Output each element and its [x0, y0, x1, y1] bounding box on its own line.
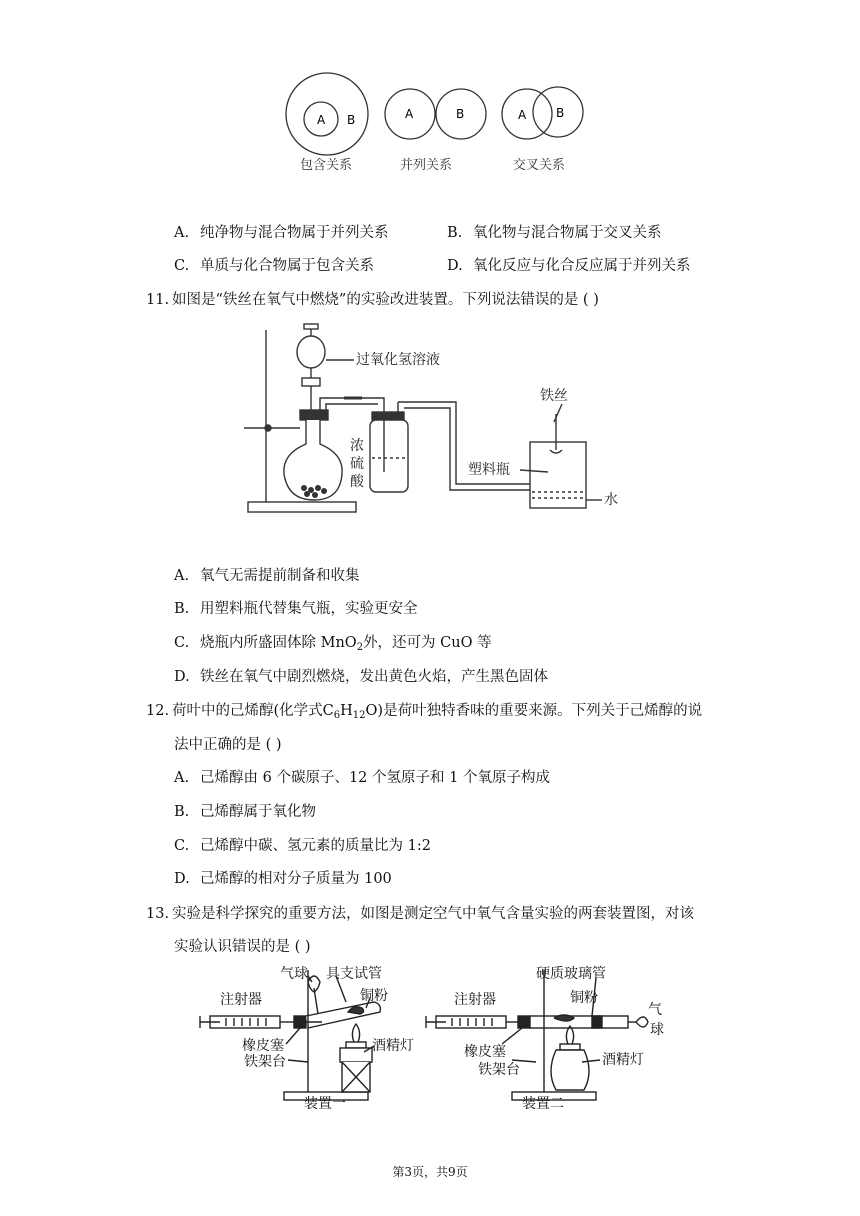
d1-label-balloon: 气球: [280, 966, 308, 982]
question-number: 12.: [146, 703, 170, 719]
venn-label-a: A: [518, 108, 527, 122]
question-text: 实验是科学探究的重要方法，如图是测定空气中氧气含量实验的两套装置图，对该: [172, 906, 694, 922]
q12-option-b: [174, 802, 316, 822]
label-conc-acid-2: 硫: [350, 456, 364, 472]
formula-h: H: [340, 703, 353, 719]
d2-label-tube: 硬质玻璃管: [536, 966, 606, 982]
d2-label-copper: 铜粉: [570, 990, 598, 1006]
venn-intersection: [502, 87, 583, 139]
q11-option-c: [174, 633, 492, 658]
option-letter: B.: [174, 804, 190, 820]
venn-caption-parallel: 并列关系: [400, 158, 453, 173]
page-footer: 第3页，共9页: [392, 1165, 468, 1179]
question-number: 11.: [146, 292, 170, 308]
subscript: 12: [352, 710, 366, 721]
q10-option-d: [447, 256, 691, 276]
venn-label-b: B: [347, 113, 356, 127]
d1-label-stopper: 橡皮塞: [242, 1038, 284, 1054]
q11-option-a: [174, 566, 360, 586]
venn-label-a: A: [405, 107, 414, 121]
option-letter: B.: [447, 225, 463, 241]
venn-label-b: B: [556, 106, 565, 120]
d2-label-stopper: 橡皮塞: [464, 1044, 506, 1060]
label-water: 水: [604, 492, 618, 508]
question-text-pre: 荷叶中的己烯醇(化学式C: [172, 703, 334, 719]
question-text: 如图是“铁丝在氧气中燃烧”的实验改进装置。下列说法错误的是 ( ): [172, 292, 599, 308]
question-number: 13.: [146, 906, 170, 922]
d2-label-stand: 铁架台: [478, 1062, 520, 1078]
label-plastic-bottle: 塑料瓶: [468, 462, 510, 478]
option-letter: C.: [174, 838, 190, 854]
option-text: 氧气无需提前制备和收集: [200, 568, 360, 584]
option-letter: A.: [174, 225, 190, 241]
option-text-post: 外，还可为 CuO 等: [363, 635, 492, 651]
label-conc-acid-1: 浓: [350, 438, 364, 454]
option-letter: B.: [174, 601, 190, 617]
venn-inclusion: [286, 73, 368, 155]
d2-label-balloon-2: 球: [650, 1022, 664, 1038]
air-oxygen-apparatus-figure: [196, 962, 666, 1110]
option-letter: C.: [174, 258, 190, 274]
d1-label-stand: 铁架台: [244, 1054, 286, 1070]
label-iron-wire: 铁丝: [540, 388, 568, 404]
option-text: 己烯醇的相对分子质量为 100: [200, 871, 392, 887]
venn-caption-inclusion: 包含关系: [300, 158, 353, 173]
q11-stem: [146, 290, 599, 310]
q12-option-a: [174, 768, 550, 788]
d1-label-tube: 具支试管: [326, 966, 382, 982]
q12-stem: [146, 701, 702, 726]
q12-option-c: [174, 836, 431, 856]
option-text: 己烯醇属于氧化物: [200, 804, 316, 820]
venn-parallel: [385, 89, 486, 139]
question-text-post: O)是荷叶独特香味的重要来源。下列关于己烯醇的说: [365, 703, 703, 719]
venn-label-a: A: [317, 113, 326, 127]
subscript: 2: [356, 642, 364, 653]
q11-option-b: [174, 599, 418, 619]
d1-caption: 装置一: [304, 1096, 346, 1110]
option-text: 氧化反应与化合反应属于并列关系: [473, 258, 691, 274]
option-text: 己烯醇中碳、氢元素的质量比为 1:2: [200, 838, 431, 854]
label-hydrogen-peroxide: 过氧化氢溶液: [356, 352, 440, 368]
option-text: 氧化物与混合物属于交叉关系: [473, 225, 662, 241]
d2-label-balloon-1: 气: [648, 1002, 662, 1018]
q10-option-a: [174, 223, 389, 243]
option-text: 单质与化合物属于包含关系: [200, 258, 374, 274]
option-letter: D.: [174, 871, 190, 887]
q10-option-b: [447, 223, 662, 243]
q11-option-d: [174, 667, 548, 687]
venn-caption-intersection: 交叉关系: [513, 158, 566, 173]
venn-figure: [270, 72, 600, 187]
option-letter: C.: [174, 635, 190, 651]
option-text: 己烯醇由 6 个碳原子、12 个氢原子和 1 个氧原子构成: [200, 770, 550, 786]
option-text-pre: 烧瓶内所盛固体除 MnO: [200, 635, 357, 651]
option-letter: A.: [174, 770, 190, 786]
q10-option-c: [174, 256, 374, 276]
q12-option-d: [174, 869, 392, 889]
venn-label-b: B: [456, 107, 465, 121]
q12-stem-line2: 法中正确的是 ( ): [174, 737, 282, 753]
d1-label-syringe: 注射器: [220, 992, 262, 1008]
label-conc-acid-3: 酸: [350, 474, 364, 490]
d1-label-lamp: 酒精灯: [372, 1038, 414, 1054]
d2-label-lamp: 酒精灯: [602, 1052, 644, 1068]
option-text: 纯净物与混合物属于并列关系: [200, 225, 389, 241]
option-letter: D.: [174, 669, 190, 685]
option-letter: D.: [447, 258, 463, 274]
stand-base: [248, 502, 356, 512]
d2-label-syringe: 注射器: [454, 992, 496, 1008]
d1-label-copper: 铜粉: [360, 988, 388, 1004]
option-text: 铁丝在氧气中剧烈燃烧，发出黄色火焰，产生黑色固体: [200, 669, 548, 685]
option-letter: A.: [174, 568, 190, 584]
option-text: 用塑料瓶代替集气瓶，实验更安全: [200, 601, 418, 617]
q13-stem: [146, 904, 694, 924]
q13-stem-line2: 实验认识错误的是 ( ): [174, 939, 311, 955]
subscript: 6: [333, 710, 341, 721]
d2-caption: 装置二: [522, 1096, 564, 1110]
oxygen-apparatus-figure: [236, 322, 636, 522]
